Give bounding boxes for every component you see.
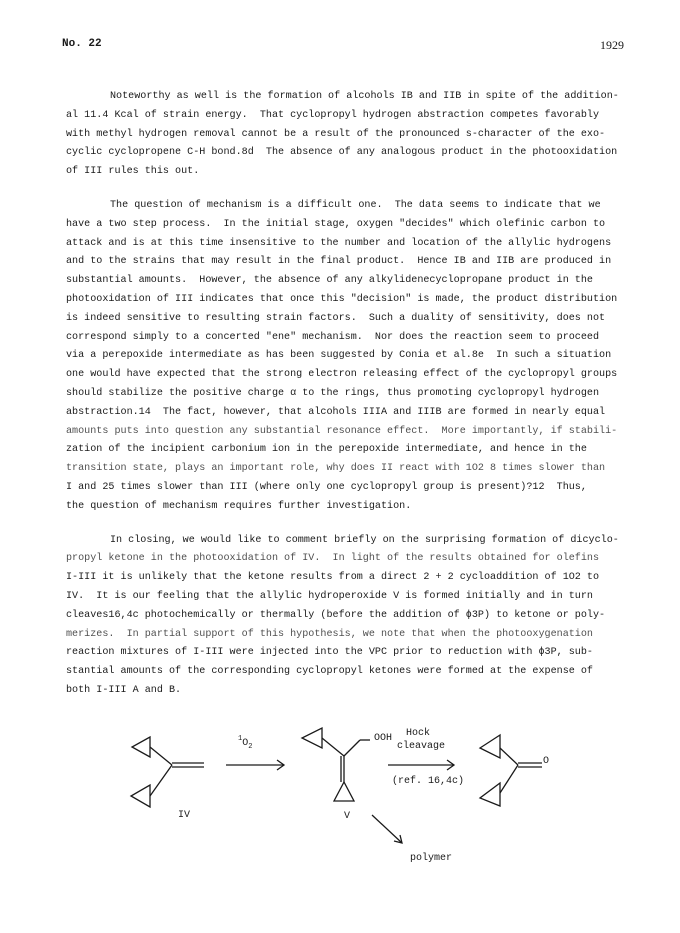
article-body (66, 88, 632, 716)
bond-line (344, 740, 360, 756)
text-line: In closing, we would like to comment briefly on the surprising formation of dicyclo- (110, 534, 619, 546)
cyclopropyl-ring-upper (132, 737, 150, 757)
text-line: via a perepoxide intermediate as has been suggested by Conia et al.8e In such a situation (66, 350, 612, 362)
hydroperoxide-group-label: OOH (374, 733, 393, 744)
text-line: is indeed sensitive to resulting strain factors. Such a duality of sensitivity, does not (66, 312, 606, 324)
bond-line (322, 738, 344, 756)
cleavage-label: cleavage (397, 741, 446, 752)
text-line: have a two step process. In the initial stage, oxygen "decides" which olefinic carbon to (66, 218, 606, 230)
text-line: with methyl hydrogen removal cannot be a result of the pronounced s-character of the exo- (66, 128, 606, 140)
cyclopropyl-ring-lower (131, 785, 150, 807)
scheme-drawing (0, 720, 680, 920)
cyclopropyl-ring-upper (302, 728, 322, 748)
text-line: I and 25 times slower than III (where only one cyclopropyl group is present)?12 Thus, (66, 481, 587, 493)
text-line: cleaves16,4c photochemically or thermally (before the addition of ϕ3P) to ketone or poly- (66, 609, 606, 621)
text-line: should stabilize the positive charge α to the rings, thus promoting cyclopropyl hydrogen (66, 387, 600, 399)
page-number: 1929 (600, 38, 624, 52)
text-line: merizes. In partial support of this hypothesis, we note that when the photooxygenation (66, 628, 593, 640)
text-line: amounts puts into question any substantial resonance effect. More importantly, if stabili- (66, 425, 618, 437)
cyclopropyl-ring-lower (334, 782, 354, 801)
text-line: transition state, plays an important role, why does II react with 1O2 8 times slower than (66, 463, 606, 475)
text-line: both I-III A and B. (66, 684, 182, 696)
text-line: reaction mixtures of I-III were injected into the VPC prior to reduction with ϕ3P, sub- (66, 647, 593, 659)
text-line: stantial amounts of the corresponding cyclopropyl ketones were formed at the expense of (66, 666, 593, 678)
compound-iv-label: IV (178, 810, 191, 821)
bond-line (500, 765, 518, 793)
text-line: correspond simply to a concerted "ene" mechanism. Nor does the reaction seem to proceed (66, 331, 600, 343)
text-line: substantial amounts. However, the absence of any alkylidenecyclopropane product in the (66, 275, 593, 287)
bond-line (150, 765, 172, 796)
bond-line (500, 748, 518, 765)
compound-v-structure (302, 728, 370, 801)
compound-iv-structure (131, 737, 204, 807)
text-line: cyclic cyclopropene C-H bond.8d The absence of any analogous product in the photooxidation (66, 147, 618, 159)
hock-label: Hock (406, 728, 431, 739)
text-line: IV. It is our feeling that the allylic hydroperoxide V is formed initially and in turn (66, 590, 593, 602)
text-line: al 11.4 Kcal of strain energy. That cyclopropyl hydrogen abstraction competes favorably (66, 109, 600, 121)
text-line: one would have expected that the strong electron releasing effect of the cyclopropyl groups (66, 369, 618, 381)
paragraph-2 (66, 197, 632, 517)
text-line: abstraction.14 The fact, however, that alcohols IIIA and IIIB are formed in nearly equal (66, 406, 606, 418)
reaction-arrow (372, 815, 402, 843)
paragraph-3 (66, 532, 632, 701)
page-header (62, 38, 624, 54)
journal-issue-number: No. 22 (62, 38, 102, 50)
text-line: Noteworthy as well is the formation of alcohols IB and IIB in spite of the addition- (110, 91, 619, 102)
text-line: propyl ketone in the photooxidation of IV. In light of the results obtained for olefins (66, 553, 600, 565)
paragraph-1 (66, 88, 632, 182)
singlet-oxygen-reagent: $^1O_2$ (238, 735, 253, 751)
text-line: I-III it is unlikely that the ketone results from a direct 2 + 2 cycloaddition of 1O2 to (66, 572, 600, 584)
reaction-scheme (0, 720, 680, 920)
text-line: the question of mechanism requires further investigation. (66, 500, 412, 512)
bond-line (150, 747, 172, 765)
ketone-structure (480, 735, 542, 806)
cyclopropyl-ring-upper (480, 735, 500, 758)
text-line: photooxidation of III indicates that once this "decision" is made, the product distribution (66, 293, 618, 305)
compound-v-label: V (344, 811, 351, 822)
carbonyl-oxygen-label: O (543, 756, 550, 767)
reference-label: (ref. 16,4c) (392, 776, 465, 787)
text-line: The question of mechanism is a difficult one. The data seems to indicate that we (110, 199, 601, 211)
text-line: and to the strains that may result in the final product. Hence IB and IIB are produced in (66, 256, 612, 268)
cyclopropyl-ring-lower (480, 783, 500, 806)
text-line: of III rules this out. (66, 166, 200, 178)
text-line: attack and is at this time insensitive to the number and location of the allylic hydrogens (66, 237, 612, 249)
polymer-label: polymer (410, 853, 453, 864)
text-line: zation of the incipient carbonium ion in the perepoxide intermediate, and hence in the (66, 444, 587, 456)
